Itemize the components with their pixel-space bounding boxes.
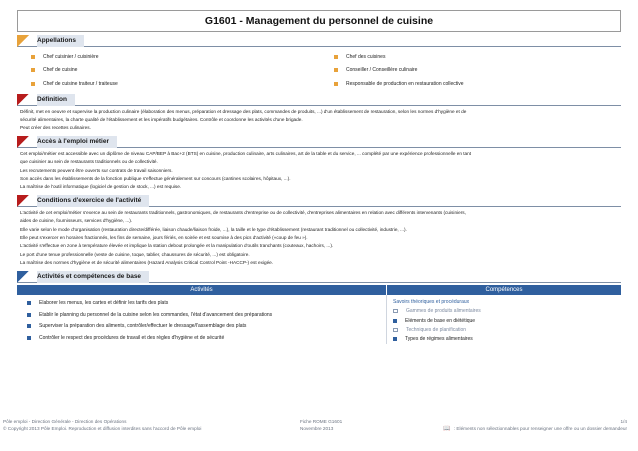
- list-item: Conseiller / Conseillère culinaire: [326, 64, 621, 78]
- page-number: 1/4: [620, 419, 627, 424]
- list-item: Elaborer les menus, les cartes et définir les tarifs des plats: [27, 298, 386, 310]
- book-icon: [393, 328, 398, 332]
- section-title: Définition: [37, 94, 75, 106]
- footer-copyright: © Copyright 2013 Pôle Emploi. Reproduction et diffusion interdites sans l'accord de Pôle emploi: [3, 426, 202, 431]
- list-item: Etablir le planning du personnel de la cuisine selon les commandes, l'état d'avancement des préparations: [27, 309, 386, 321]
- section-header: [17, 136, 621, 148]
- list-item: Types de régimes alimentaires: [393, 334, 621, 343]
- section-definition: [17, 94, 621, 133]
- footer-legend: 📖 : Eléments non sélectionnables pour renseigner une offre ou un dossier demandeur: [443, 426, 627, 432]
- bullet-square-icon: [334, 82, 338, 86]
- book-icon: 📖: [443, 426, 451, 432]
- paragraph-line: La maîtrise des normes d'hygiène et de sécurité alimentaires (Hazard Analysis Critical Control Point -HACCP-) est exigée.: [20, 260, 274, 266]
- bullet-square-icon: [31, 68, 35, 72]
- footer-org: Pôle emploi - Direction Générale - Direction des Opérations: [3, 419, 127, 424]
- corner-marker-icon: [17, 35, 29, 47]
- paragraph-line: aides de cuisine, fournisseurs, services d'hygiène, ...).: [20, 218, 133, 224]
- bullet-square-icon: [31, 55, 35, 59]
- paragraph-line: L'activité de cet emploi/métier s'exerce au sein de restaurants traditionnels, gastronomiques, de restaurants d'entreprise ou de collectivité, d'entreprises alimentaires en relation avec différents intervenants (cuisiniers,: [20, 209, 466, 215]
- corner-marker-icon: [17, 195, 29, 207]
- section-title: Accès à l'emploi métier: [37, 136, 117, 148]
- section-appellations: [17, 35, 621, 91]
- paragraph-line: Le port d'une tenue professionnelle (veste de cuisine, toque, tablier, chaussures de sécurité, ...) est obligatoire.: [20, 251, 250, 257]
- section-title: Appellations: [37, 35, 84, 47]
- bullet-square-icon: [393, 319, 397, 323]
- section-conditions: [17, 195, 621, 268]
- book-icon: [393, 309, 398, 313]
- list-item: Gammes de produits alimentaires: [393, 307, 621, 316]
- paragraph-line: Son accès dans les établissements de la fonction publique s'effectue généralement sur concours (cantines scolaires, hôpitaux, ...).: [20, 175, 291, 181]
- list-item: Chef de cuisine: [31, 64, 326, 78]
- column-header-activites: Activités: [17, 285, 387, 295]
- corner-marker-icon: [17, 271, 29, 283]
- section-header: [17, 35, 621, 47]
- list-item: Chef cuisinier / cuisinière: [31, 50, 326, 64]
- competences-list: [387, 295, 621, 344]
- bullet-square-icon: [31, 82, 35, 86]
- competences-subheading: Savoirs théoriques et procéduraux: [393, 299, 470, 306]
- paragraph-line: Elle peut s'exercer en horaires fractionnés, les fins de semaine, jours fériés, en soirée et est soumise à des pics d'activité («coup de feu »).: [20, 234, 308, 240]
- paragraph-line: que cuisinier au sein de restaurants traditionnels ou de collectivité.: [20, 159, 158, 165]
- paragraph-line: Définit, met en oeuvre et supervise la production culinaire (élaboration des menus, préparation et dressage des plats, commandes de produits, ...) d'un établissement de restauration, selon les normes d'hygiène et de: [20, 108, 467, 114]
- page-footer: [3, 418, 633, 442]
- section-header: [17, 271, 621, 283]
- bullet-square-icon: [334, 55, 338, 59]
- page-title: G1601 - Management du personnel de cuisine: [17, 10, 621, 32]
- list-item: Eléments de base en diététique: [393, 316, 621, 325]
- corner-marker-icon: [17, 94, 29, 106]
- paragraph-line: sécurité alimentaires, la charte qualité de l'établissement et les impératifs budgétaires. Contrôle et coordonne les activités d'une brigade.: [20, 116, 303, 122]
- bullet-square-icon: [334, 68, 338, 72]
- bullet-square-icon: [393, 337, 397, 341]
- footer-fiche: Fiche ROME G1601: [300, 419, 343, 424]
- paragraph-line: La maîtrise de l'outil informatique (logiciel de gestion de stock, ...) est requise.: [20, 184, 182, 190]
- footer-date: Novembre 2013: [300, 426, 334, 431]
- list-item: Chef des cuisines: [326, 50, 621, 64]
- bullet-square-icon: [27, 301, 31, 305]
- section-title: Conditions d'exercice de l'activité: [37, 195, 149, 207]
- list-item: Techniques de planification: [393, 325, 621, 334]
- column-header-competences: Compétences: [387, 285, 621, 295]
- section-header: [17, 195, 621, 207]
- corner-marker-icon: [17, 136, 29, 148]
- paragraph-line: Cet emploi/métier est accessible avec un diplôme de niveau CAP/BEP à Bac+2 (BTS) en cuisine, production culinaire, arts culinaires, art de la table et du service, ... complété par une expérience professionnelle en tant: [20, 150, 472, 156]
- section-acces: [17, 136, 621, 192]
- bullet-square-icon: [27, 313, 31, 317]
- section-activites: [17, 271, 621, 344]
- activites-list: [17, 295, 387, 344]
- list-item: Chef de cuisine traiteur / traiteuse: [31, 77, 326, 91]
- rome-sheet: [17, 10, 621, 344]
- paragraph-line: Les recrutements peuvent être ouverts sur contrats de travail saisonniers.: [20, 167, 173, 173]
- paragraph-line: L'activité s'effectue en zone à température élevée et implique la station debout prolongée et la manipulation d'outils tranchants (couteaux, hachoirs, ...).: [20, 243, 334, 249]
- list-item: Superviser la préparation des aliments, contrôler/effectuer le dressage/l'assemblage des plats: [27, 321, 386, 333]
- paragraph-line: Peut créer des recettes culinaires.: [20, 125, 91, 131]
- paragraph-line: Elle varie selon le mode d'organisation (restauration directe/différée, liaison chaude/liaison froide, ...), la taille et le type d'établissement (restaurant traditionnel ou collectivité, industrie, ...).: [20, 226, 407, 232]
- list-item: Responsable de production en restauration collective: [326, 77, 621, 91]
- section-header: [17, 94, 621, 106]
- bullet-square-icon: [27, 324, 31, 328]
- section-title: Activités et compétences de base: [37, 271, 149, 283]
- list-item: Contrôler le respect des procédures de travail et des règles d'hygiène et de sécurité: [27, 332, 386, 344]
- bullet-square-icon: [27, 336, 31, 340]
